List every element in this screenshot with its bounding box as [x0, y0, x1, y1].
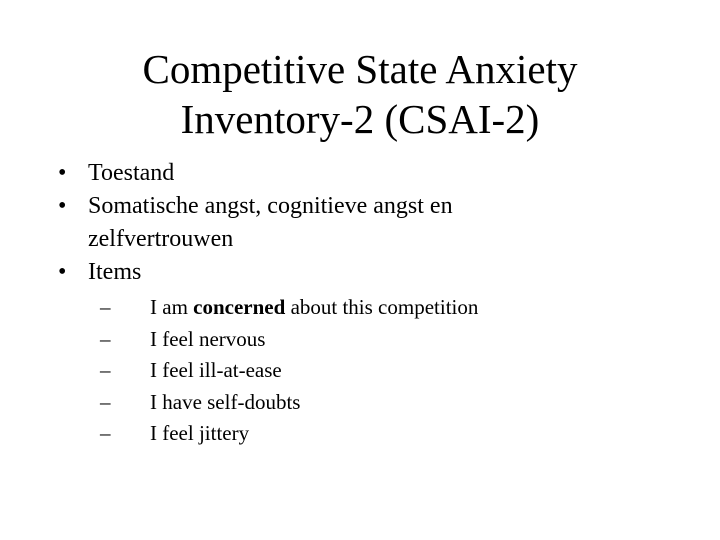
bullet-somatische-angst [58, 190, 658, 256]
bullet-marker: • [58, 193, 67, 219]
bullet-marker: • [58, 160, 67, 186]
sub-item-self-doubts [88, 387, 658, 419]
bullet-marker: • [58, 259, 67, 285]
slide-title-line-2: Inventory-2 (CSAI-2) [180, 96, 540, 142]
dash-marker: – [100, 295, 111, 319]
sub-item-nervous [88, 324, 658, 356]
sub-item-ill-at-ease [88, 355, 658, 387]
bullet-toestand [58, 157, 658, 190]
bullet-text-line-1: Somatische angst, cognitieve angst en [88, 193, 453, 219]
bullet-items [58, 256, 658, 450]
dash-marker: – [100, 326, 111, 351]
slide-title [60, 44, 660, 144]
bullet-text: Items [88, 259, 142, 285]
sub-item-prefix: I am [150, 295, 194, 319]
dash-marker: – [100, 421, 111, 445]
sub-item-text: I feel jittery [150, 421, 250, 445]
dash-marker: – [100, 389, 111, 414]
bullet-text: Toestand [88, 160, 175, 186]
bullet-list [58, 157, 658, 450]
dash-marker: – [100, 358, 111, 382]
bullet-text-line-2: zelfvertrouwen [88, 226, 234, 252]
items-sublist [88, 292, 658, 450]
sub-item-bold-word: concerned [193, 295, 286, 319]
sub-item-concerned [88, 292, 658, 324]
sub-item-suffix: about this competition [285, 295, 479, 319]
sub-item-text: I feel ill-at-ease [150, 358, 282, 382]
sub-item-text: I feel nervous [150, 326, 266, 351]
slide-title-line-1: Competitive State Anxiety [142, 46, 578, 92]
sub-item-jittery [88, 418, 658, 450]
sub-item-text: I have self-doubts [150, 389, 301, 414]
